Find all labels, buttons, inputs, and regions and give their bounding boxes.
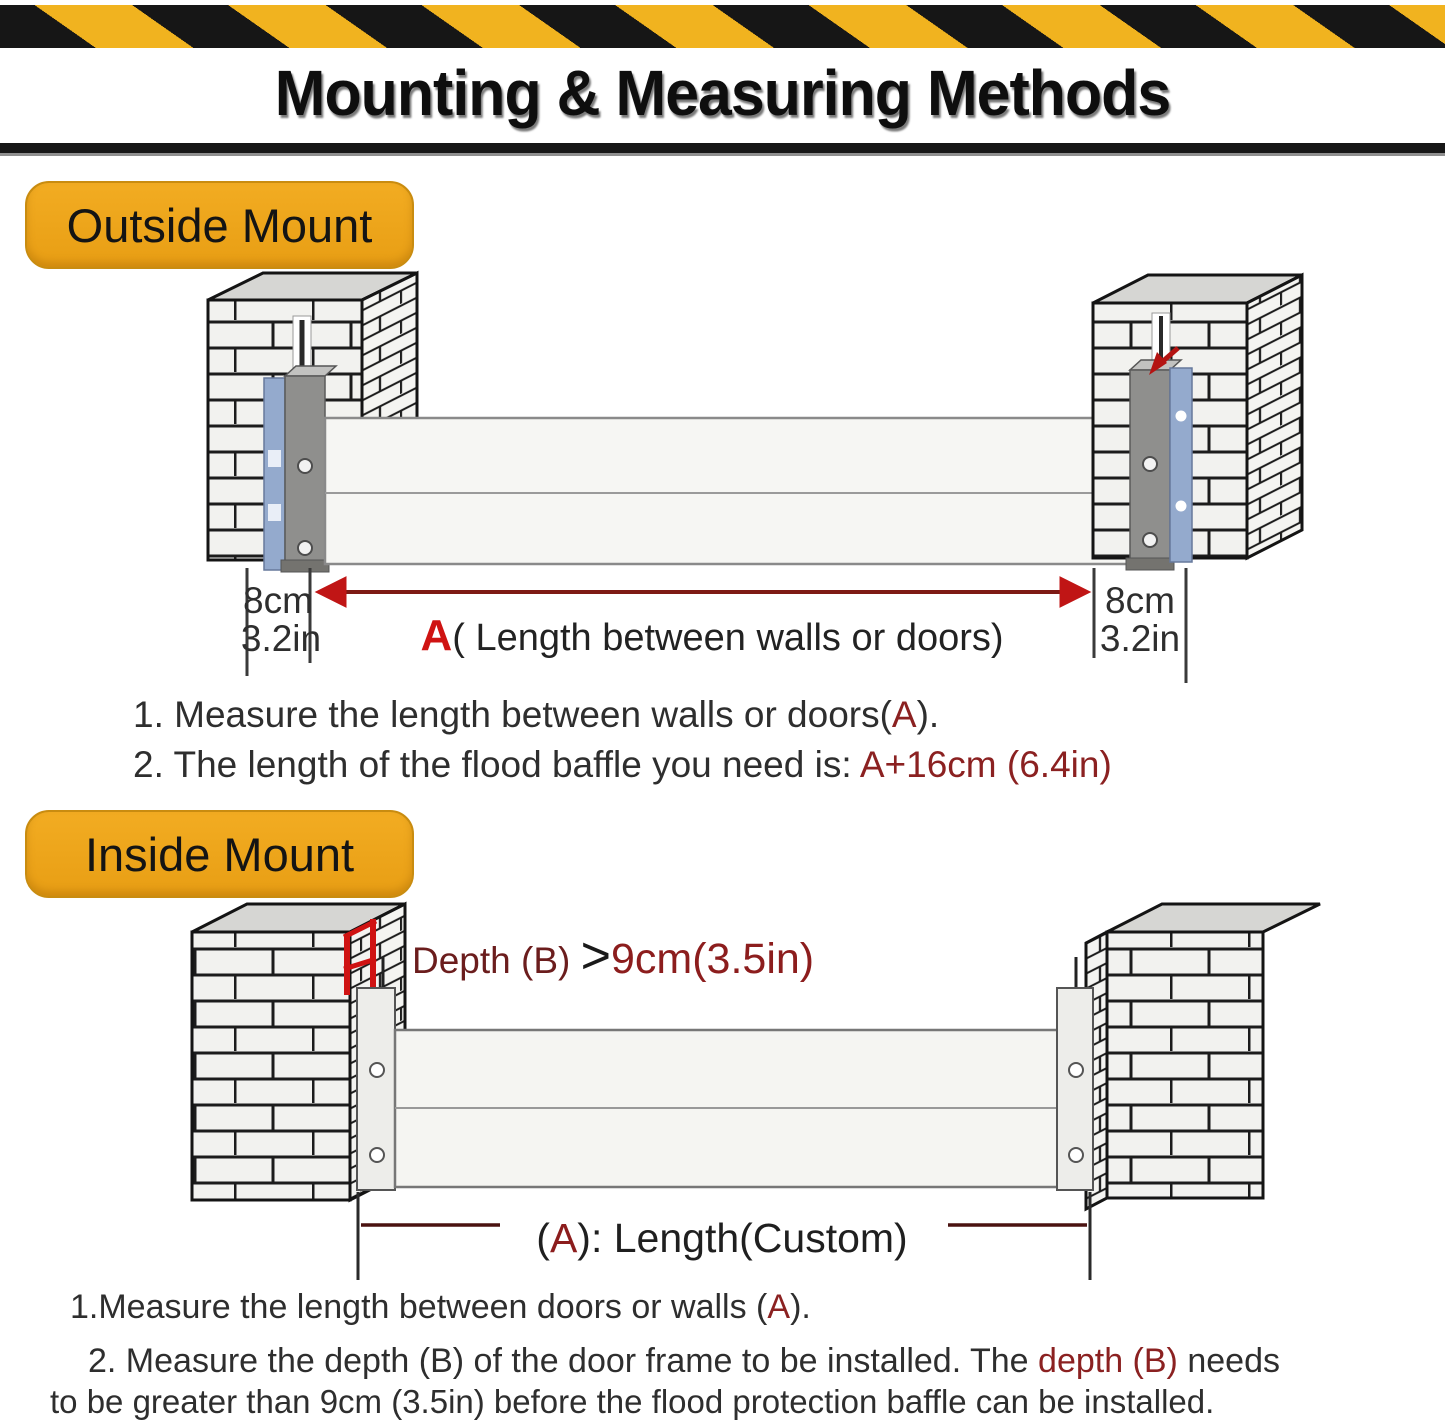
gap-label-right-cm: 8cm (1105, 580, 1175, 621)
step-text: to be greater than 9cm (3.5in) before the flood protection baffle can be installed. (50, 1383, 1215, 1420)
inside-step-1 (70, 1288, 811, 1327)
pillar-front-face (1107, 932, 1263, 1198)
step-red-text: A (767, 1288, 791, 1326)
length-label-a: A (549, 1215, 578, 1261)
step-red-text: A (891, 694, 917, 735)
pillar-top-face (1107, 904, 1320, 932)
screw (1143, 457, 1157, 471)
step-red-text: depth (B) (1038, 1342, 1178, 1380)
flood-barrier (325, 418, 1135, 564)
sealing-strip-left (264, 378, 285, 570)
brick-pillar-left (192, 904, 405, 1200)
step-text: needs (1177, 1342, 1280, 1380)
outside-mount-badge (25, 181, 414, 269)
inside-mount-badge (25, 810, 414, 898)
length-label-open: ( (536, 1215, 550, 1261)
sealing-strip-right (1170, 368, 1192, 562)
step-text: ). (916, 694, 940, 735)
pillar-front-face (192, 932, 350, 1200)
gap-label-left-in: 3.2in (240, 618, 322, 659)
outside-step-1 (133, 694, 939, 736)
step-text: ). (790, 1288, 811, 1326)
screw (1143, 533, 1157, 547)
screw (1069, 1148, 1083, 1162)
dimension-annotations (241, 568, 1186, 683)
step-text: 1. Measure the length between walls or doors( (133, 694, 892, 735)
barrier-panel (325, 418, 1135, 564)
step-text: 2. The length of the flood baffle you need is: (133, 744, 860, 785)
channel-foot (281, 560, 329, 572)
gap-label-left-cm: 8cm (243, 580, 313, 621)
screw (370, 1063, 384, 1077)
strip-highlight (1176, 501, 1187, 512)
depth-label-text: Depth (B) (412, 940, 581, 981)
depth-label (412, 927, 814, 985)
channel-foot (1126, 558, 1174, 570)
screw (1069, 1063, 1083, 1077)
depth-value: 9cm(3.5in) (611, 935, 815, 983)
span-label-text: ( Length between walls or doors) (452, 617, 1004, 659)
step-text: 2. Measure the depth (B) of the door frame to be installed. The (88, 1342, 1039, 1380)
brick-pillar-right (1057, 904, 1320, 1209)
outside-mount-badge-label: Outside Mount (66, 198, 373, 252)
brick-pillar-right (1093, 275, 1302, 570)
dimension-annotations (358, 1192, 1090, 1280)
inside-mount-badge-label: Inside Mount (84, 827, 355, 881)
length-label-rest: ): Length(Custom) (577, 1215, 908, 1261)
title-divider (0, 143, 1445, 156)
span-label (420, 611, 1003, 660)
outside-step-2 (133, 744, 1112, 786)
pillar-side-face (1247, 275, 1302, 558)
strip-highlight (1176, 411, 1187, 422)
outside-mount-diagram (0, 268, 1445, 688)
flood-barrier (395, 1030, 1060, 1187)
strip-highlight (268, 450, 281, 467)
step-red-text: A+16cm (6.4in) (859, 744, 1112, 785)
strip-highlight (268, 504, 281, 521)
inside-step-2-cont (50, 1383, 1214, 1421)
screw (298, 459, 312, 473)
inside-step-2 (88, 1342, 1280, 1381)
gap-label-right-in: 3.2in (1099, 618, 1181, 659)
length-label (536, 1215, 907, 1261)
span-label-a: A (420, 611, 453, 660)
greater-than-sign: > (580, 927, 611, 985)
inside-mount-diagram (0, 895, 1445, 1295)
step-text: 1.Measure the length between doors or walls ( (70, 1288, 768, 1326)
screw (370, 1148, 384, 1162)
hazard-stripe-band (0, 5, 1445, 48)
screw (298, 541, 312, 555)
page-title: Mounting & Measuring Methods (274, 57, 1171, 129)
